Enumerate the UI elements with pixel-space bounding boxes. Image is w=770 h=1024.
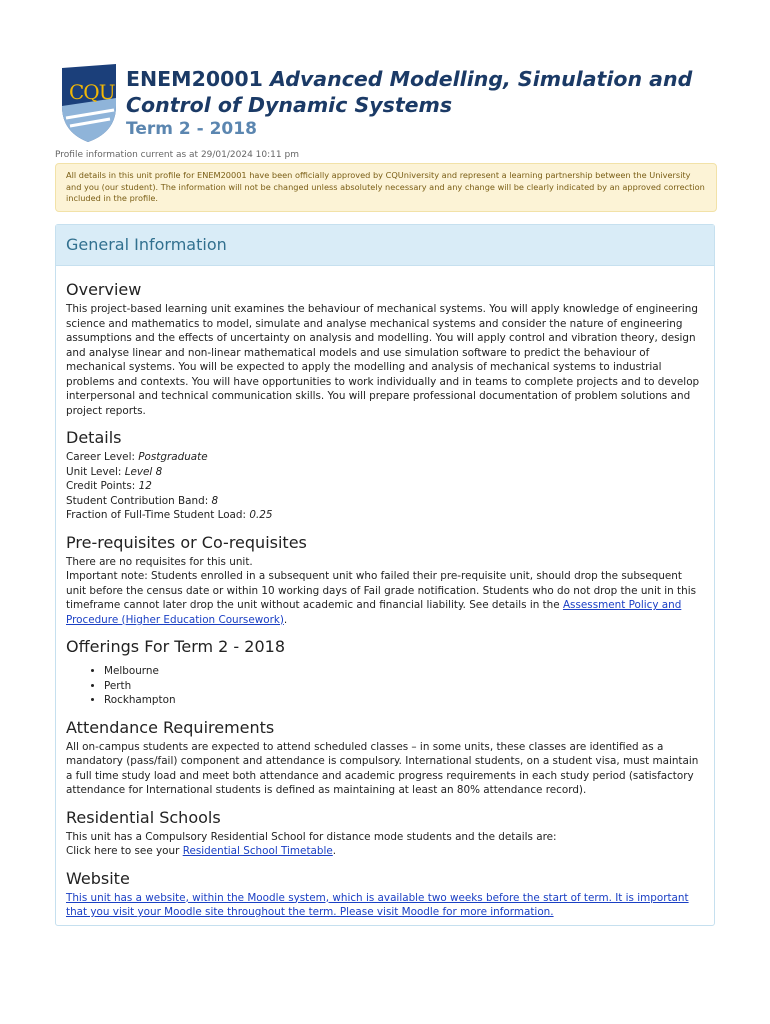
credit-points-value: 12: [138, 480, 152, 492]
student-load-value: 0.25: [249, 509, 273, 521]
logo-lettering: CQU: [69, 80, 115, 104]
prerequisites-note: Important note: Students enrolled in a subsequent unit who failed their pre-requisite unit, should drop the subsequent unit before the census date or within 10 working days of Fail grade notification. Students who do not drop the unit in this timeframe cannot later drop the unit without academic and financial liability. See details in the Assessment Policy and Procedure (Higher Education Coursework).: [66, 570, 696, 626]
general-information-panel: [55, 224, 715, 926]
unit-title: Advanced Modelling, Simulation and Control of Dynamic Systems: [126, 67, 693, 117]
list-item: • Rockhampton: [104, 693, 704, 708]
list-item: • Melbourne: [104, 664, 704, 679]
residential-timetable-line: Click here to see your Residential School Timetable.: [66, 845, 337, 857]
contribution-band-value: 8: [211, 494, 219, 507]
residential-timetable-link[interactable]: Residential School Timetable: [182, 845, 333, 857]
attendance-text: All on-campus students are expected to attend scheduled classes – in some units, these classes are identified as a mandatory (pass/fail) component and attendance is compulsory. International students, on a student visa, must maintain a full time study load and meet both attendance and academic progress requirements in each study period (satisfactory attendance for International students is defined as maintaining at least an 80% attendance record).: [66, 740, 699, 796]
offerings-heading: Offerings For Term 2 - 2018: [66, 637, 285, 656]
moodle-link[interactable]: This unit has a website, within the Moodle system, which is available two weeks before the start of term. It is important that you visit your Moodle site throughout the term. Please visit Moodle for more information.: [66, 891, 689, 918]
page-title: [126, 66, 726, 118]
detail-row: Student Contribution Band: 8: [66, 494, 219, 507]
career-level-value: Postgraduate: [138, 451, 208, 463]
overview-text: This project-based learning unit examines the behaviour of mechanical systems. You will apply knowledge of engineering science and mathematics to model, simulate and analyse mechanical systems and consider the nature of engineering assumptions and the effects of uncertainty on analysis and modelling. You will apply control and vibration theory, design and analyse linear and non-linear mathematical models and use simulation software to predict the behaviour of mechanical systems. You will be expected to apply the modelling and analysis of mechanical systems to industrial problems and contexts. You will have opportunities to work individually and in teams to complete projects and to develop interpersonal and technical communication skills. You will prepare professional documentation of problem solutions and project reports.: [66, 303, 700, 417]
panel-title: General Information: [56, 225, 714, 266]
assessment-policy-link[interactable]: Assessment Policy and Procedure (Higher Education Coursework): [66, 599, 682, 626]
detail-row: Unit Level: Level 8: [66, 465, 163, 478]
prerequisites-heading: Pre-requisites or Co-requisites: [66, 532, 307, 552]
page-header: [58, 62, 718, 152]
attendance-heading: Attendance Requirements: [66, 717, 275, 737]
website-heading: Website: [66, 868, 130, 888]
overview-heading: Overview: [66, 280, 142, 299]
cqu-logo: [60, 62, 118, 144]
profile-current-date: Profile information current as at 29/01/2024 10:11 pm: [55, 150, 299, 160]
details-heading: Details: [66, 428, 122, 447]
website-text: [66, 891, 704, 920]
approval-notice: All details in this unit profile for ENEM20001 have been officially approved by CQUniversity and represent a learning partnership between the University and you (our student). The information will not be changed unless absolutely necessary and any change will be clearly indicated by an approved correction included in the profile.: [55, 163, 717, 212]
list-item: • Perth: [104, 679, 704, 694]
residential-text: This unit has a Compulsory Residential School for distance mode students and the details are:: [66, 830, 557, 843]
unit-level-value: Level 8: [124, 465, 163, 478]
detail-row: Credit Points: 12: [66, 480, 152, 492]
term-label: Term 2 - 2018: [126, 119, 257, 139]
residential-heading: Residential Schools: [66, 807, 221, 827]
detail-row: Career Level: Postgraduate: [66, 451, 208, 463]
offerings-list: [66, 664, 704, 708]
prerequisites-none: There are no requisites for this unit.: [66, 555, 253, 568]
detail-row: Fraction of Full-Time Student Load: 0.25: [66, 509, 273, 521]
unit-code: ENEM20001: [126, 67, 263, 91]
